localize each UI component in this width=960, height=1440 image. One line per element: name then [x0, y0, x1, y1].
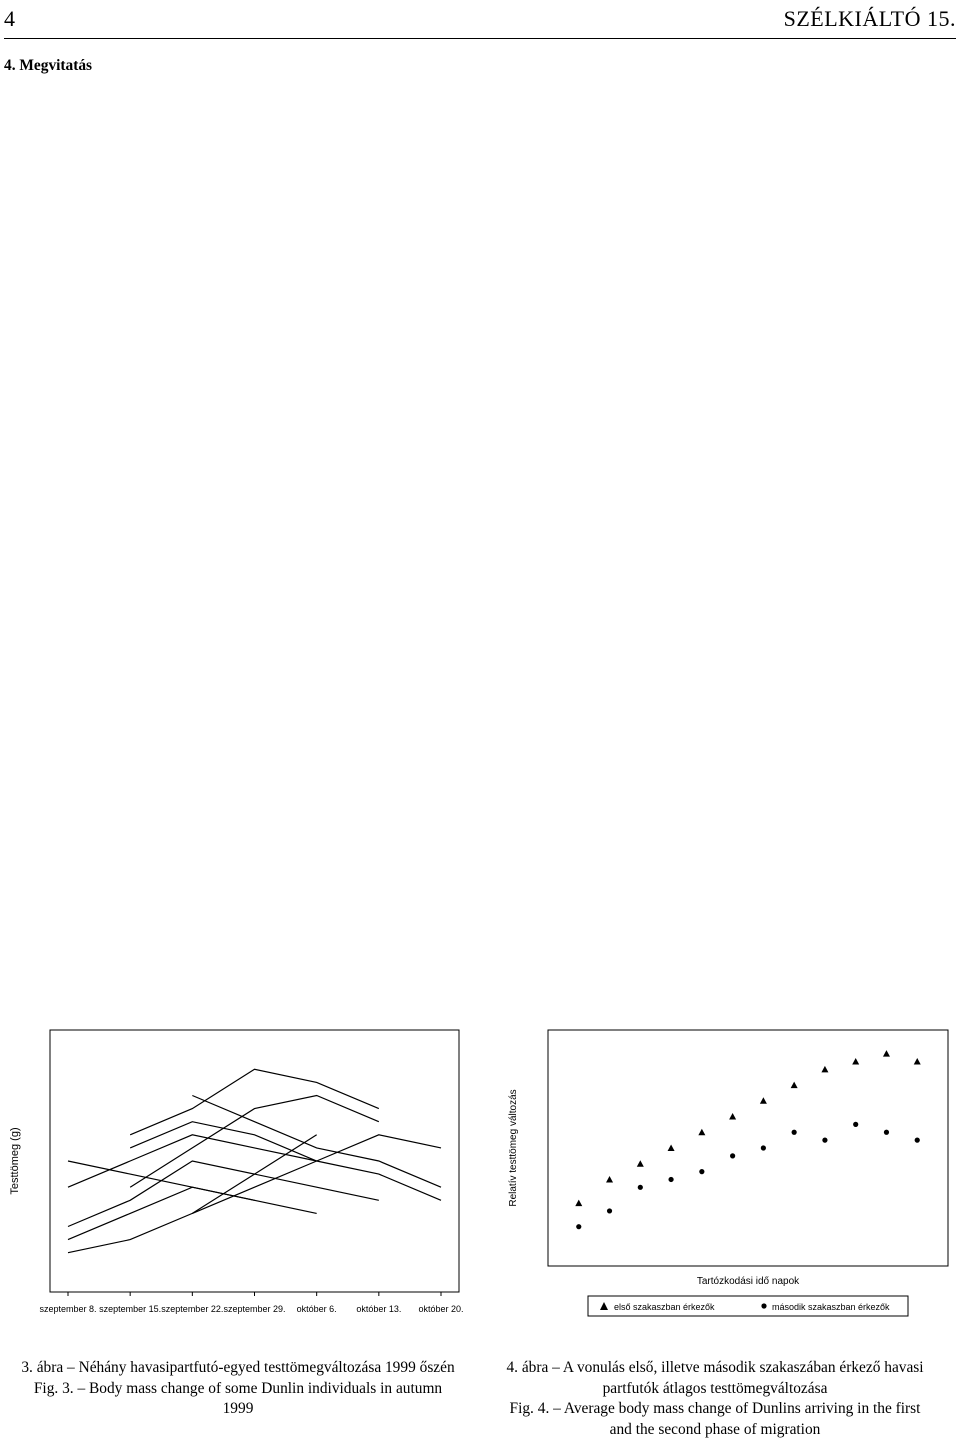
x-tick-label: szeptember 29.: [223, 1304, 286, 1314]
data-point-triangle: [668, 1145, 675, 1152]
x-tick-label: október 20.: [418, 1304, 464, 1314]
legend-entry-1: első szakaszban érkezők: [614, 1302, 715, 1312]
data-point-triangle: [914, 1058, 921, 1065]
data-point-circle: [576, 1224, 581, 1229]
series-line-3: [192, 1096, 441, 1188]
figure-4-caption-hu: 4. ábra – A vonulás első, illetve második szakaszában érkező havasi partfutók átlagos testtömegváltozása: [506, 1359, 924, 1397]
series-line-8: [68, 1174, 379, 1253]
legend-entry-2: második szakaszban érkezők: [772, 1302, 890, 1312]
section-heading: 4. Megvitatás: [4, 57, 93, 74]
figure-4-chart: [500, 1022, 955, 1350]
legend-marker-triangle: [600, 1302, 608, 1310]
x-axis-label: Tartózkodási idő napok: [696, 1276, 800, 1287]
legend-marker-circle: [761, 1303, 766, 1308]
data-point-circle: [884, 1130, 889, 1135]
data-point-triangle: [821, 1066, 828, 1073]
data-point-triangle: [606, 1176, 613, 1183]
page-number: 4: [4, 6, 15, 31]
data-point-circle: [638, 1185, 643, 1190]
x-tick-label: október 6.: [296, 1304, 337, 1314]
data-point-circle: [607, 1208, 612, 1213]
figure-4-caption: [500, 1358, 930, 1440]
data-point-circle: [822, 1138, 827, 1143]
data-point-triangle: [852, 1058, 859, 1065]
data-point-circle: [730, 1153, 735, 1158]
data-point-circle: [668, 1177, 673, 1182]
figure-3-caption-en: Fig. 3. – Body mass change of some Dunlin individuals in autumn 1999: [33, 1379, 443, 1417]
data-point-circle: [761, 1145, 766, 1150]
journal-title: SZÉLKIÁLTÓ 15.: [783, 6, 956, 31]
x-tick-label: szeptember 8.: [39, 1304, 97, 1314]
data-point-triangle: [575, 1200, 582, 1207]
data-point-circle: [915, 1138, 920, 1143]
figure-3-caption: [18, 1358, 458, 1420]
series-line-7: [192, 1135, 441, 1214]
data-point-circle: [699, 1169, 704, 1174]
x-tick-label: szeptember 22.: [161, 1304, 224, 1314]
figures-row: [0, 1022, 960, 1352]
plot-frame: [548, 1030, 948, 1266]
series-line-6: [68, 1161, 317, 1213]
y-axis-label: Testtömeg (g): [9, 1127, 21, 1195]
figure-3-chart: [4, 1022, 469, 1350]
data-point-triangle: [791, 1082, 798, 1089]
data-point-triangle: [698, 1129, 705, 1136]
series-line-4: [68, 1187, 255, 1239]
y-axis-label: Relatív testtömeg változás: [508, 1089, 519, 1207]
series-line-9: [130, 1122, 441, 1201]
figure-4-caption-en: Fig. 4. – Average body mass change of Dunlins arriving in the first and the second phase of migration: [509, 1400, 921, 1438]
x-tick-label: szeptember 15.: [99, 1304, 162, 1314]
data-point-triangle: [729, 1113, 736, 1120]
x-tick-label: október 13.: [356, 1304, 402, 1314]
data-point-triangle: [883, 1050, 890, 1057]
figure-3-caption-hu: 3. ábra – Néhány havasipartfutó-egyed testtömegváltozása 1999 őszén: [21, 1359, 455, 1376]
data-point-triangle: [760, 1097, 767, 1104]
series-line-5: [130, 1069, 379, 1135]
data-point-triangle: [637, 1160, 644, 1167]
data-point-circle: [792, 1130, 797, 1135]
article-body: [4, 56, 956, 87]
page-header: [4, 4, 956, 39]
data-point-circle: [853, 1122, 858, 1127]
